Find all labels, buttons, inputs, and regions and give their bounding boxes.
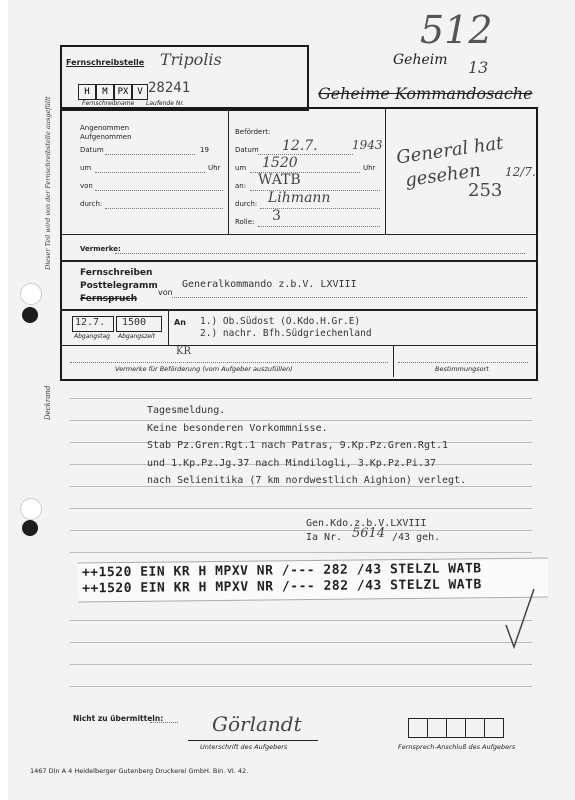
phone-box (408, 718, 428, 738)
field-line (95, 190, 223, 191)
divider (60, 234, 538, 235)
signature-line (188, 740, 318, 741)
ruled-line (70, 664, 532, 665)
field-line (105, 208, 223, 209)
sent-durch-label: durch: (235, 200, 258, 208)
received-datum-label: Datum (80, 146, 104, 154)
sent-rolle-value: 3 (272, 208, 281, 224)
field-line (172, 297, 527, 298)
message-line-5: nach Selienitika (7 km nordwestlich Aighion) verlegt. (147, 475, 467, 486)
message-line-4: und 1.Kp.Pz.Jg.37 nach Mindilogli, 3.Kp.Pz.Pi.37 (147, 458, 436, 469)
sent-an-value: WATB (258, 172, 301, 188)
side-note: Dieser Teil wird von der Fernschreibstelle ausgefüllt (44, 96, 52, 270)
sent-datum-value: 12.7. (282, 138, 318, 154)
type-von-label: von (158, 288, 173, 297)
sent-an-label: an: (235, 182, 247, 190)
bestimmungsort-label: Bestimmungsort (435, 365, 489, 373)
punch-hole-shadow (22, 307, 38, 323)
ruled-line (70, 620, 532, 621)
divider (60, 345, 538, 346)
fernschreibstelle-value: Tripolis (160, 50, 222, 69)
field-line (70, 362, 388, 363)
code-box: M (96, 84, 114, 100)
field-line (115, 253, 525, 254)
punch-hole-bottom (20, 498, 42, 520)
annotation-date: 12/7. (505, 165, 536, 179)
laufende-nr-label: Laufende Nr. (146, 100, 185, 107)
received-um-label: um (80, 164, 92, 172)
laufende-nr-value: 28241 (148, 80, 191, 96)
dispatch-an-label: An (174, 318, 186, 327)
field-line (398, 362, 528, 363)
strip-row-2: ++1520 EIN KR H MPXV NR /--- 282 /43 STELZL WATB (82, 577, 482, 597)
signature: Görlandt (212, 712, 302, 736)
ruled-line (70, 486, 532, 487)
punch-hole-top (20, 283, 42, 305)
sent-year-value: 1943 (352, 138, 383, 152)
classification-full: Geheime Kommandosache (318, 84, 533, 103)
message-line-1: Tagesmeldung. (147, 405, 226, 416)
befoerderung-label: Vermerke für Beförderung (vom Aufgeber auszufüllen) (115, 365, 293, 373)
code-boxes (78, 84, 148, 100)
abgangszeit-label: Abgangszeit (118, 333, 155, 340)
angenommen-label: Angenommen (80, 124, 130, 132)
type-fernspruch: Fernspruch (80, 294, 138, 304)
ruled-line (70, 642, 532, 643)
field-line (105, 154, 195, 155)
strip-row-1: ++1520 EIN KR H MPXV NR /--- 282 /43 STELZL WATB (81, 561, 482, 581)
unterschrift-label: Unterschrift des Aufgebers (200, 743, 288, 751)
anschluss-label: Fernsprech-Anschluß des Aufgebers (398, 743, 516, 751)
signature-ref-prefix: Ia Nr. (306, 532, 343, 543)
phone-box (446, 718, 466, 738)
signature-ref-suffix: /43 geh. (392, 532, 441, 543)
type-posttelegramm: Posttelegramm (80, 281, 158, 291)
message-line-3: Stab Pz.Gren.Rgt.1 nach Patras, 9.Kp.Pz.Gren.Rgt.1 (147, 440, 449, 451)
checkmark-icon (500, 585, 540, 655)
printer-imprint: 1467 Din A 4 Heidelberger Gutenberg Druckerei GmbH. Bin. VI. 42. (30, 767, 249, 775)
befoerdert-label: Befördert: (235, 128, 271, 136)
divider (393, 345, 394, 377)
ruled-line (70, 508, 532, 509)
ruled-line (70, 552, 532, 553)
aufgenommen-label: Aufgenommen (80, 133, 132, 141)
field-line (258, 226, 380, 227)
divider (385, 107, 386, 234)
code-box: H (78, 84, 96, 100)
recipient-1: 1.) Ob.Südost (O.Kdo.H.Gr.E) (200, 316, 361, 327)
received-durch-label: durch: (80, 200, 103, 208)
sent-um-label: um (235, 164, 247, 172)
from-value: Generalkommando z.b.V. LXVIII (182, 279, 357, 290)
ruled-line (70, 398, 532, 399)
divider (60, 260, 538, 262)
sent-rolle-label: Rolle: (235, 218, 255, 226)
fernschreibname-label: Fernschreibname (82, 100, 135, 107)
dispatch-time: 1500 (122, 317, 147, 328)
fernschreibstelle-label: Fernschreibstelle (66, 58, 145, 67)
sent-uhr-label: Uhr (363, 164, 376, 172)
vermerke-label: Vermerke: (80, 245, 121, 253)
ruled-line (70, 420, 532, 421)
received-year-label: 19 (200, 146, 209, 154)
phone-box (427, 718, 447, 738)
abgangstag-label: Abgangstag (74, 333, 110, 340)
stamp-sub-number: 13 (468, 58, 489, 77)
ruled-line (70, 530, 532, 531)
divider (168, 309, 169, 345)
annotation-number: 253 (468, 180, 503, 201)
message-line-2: Keine besonderen Vorkommnisse. (147, 423, 328, 434)
annotation-line2: gesehen (403, 159, 482, 192)
divider (228, 107, 229, 234)
divider (60, 309, 538, 311)
phone-box (465, 718, 485, 738)
received-von-label: von (80, 182, 93, 190)
phone-box (484, 718, 504, 738)
sent-um-value: 1520 (262, 155, 298, 171)
code-box: PX (114, 84, 132, 100)
type-fernschreiben: Fernschreiben (80, 268, 153, 278)
ruled-line (70, 686, 532, 687)
dispatch-date: 12.7. (75, 317, 106, 328)
sent-durch-value: Lihmann (268, 190, 331, 206)
annotation-line1: General hat (395, 132, 505, 169)
sent-datum-label: Datum (235, 146, 259, 154)
stamp-number: 512 (420, 8, 493, 52)
deckrand-label: Deckrand (44, 385, 52, 420)
teleprinter-strip (78, 558, 548, 603)
received-uhr-label: Uhr (208, 164, 221, 172)
punch-hole-shadow (22, 520, 38, 536)
field-line (150, 722, 178, 723)
field-line (95, 172, 205, 173)
nicht-label: Nicht zu übermitteln: (73, 714, 164, 723)
recipient-2: 2.) nachr. Bfh.Südgriechenland (200, 328, 372, 339)
signature-unit: Gen.Kdo.z.b.V.LXVIII (306, 518, 427, 529)
classification-short: Geheim (393, 52, 448, 68)
signature-ref-number: 5614 (352, 526, 386, 541)
code-box: V (132, 84, 148, 100)
befoerderung-value: KR (176, 346, 191, 357)
